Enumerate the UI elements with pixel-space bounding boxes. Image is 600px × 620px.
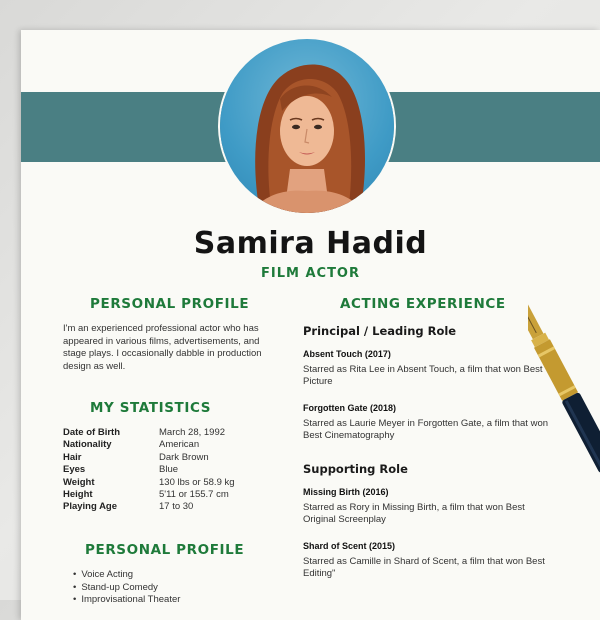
profile-photo [220,39,394,213]
stat-label: Nationality [63,439,112,451]
film-title: Shard of Scent (2015) [303,541,396,551]
film-title: Absent Touch (2017) [303,349,391,359]
stat-label: Eyes [63,464,86,476]
film-entry [303,486,548,527]
stat-value: 5'11 or 155.7 cm [159,488,229,500]
film-title: Forgotten Gate (2018) [303,403,397,413]
stat-row [63,489,273,501]
personal-profile-text: I'm an experienced professional actor who has appeared in various films, advertisements, and stage plays. I occasionally dabble in production design as well. [63,323,262,372]
leading-role-heading: Principal / Leading Role [303,324,457,338]
film-entry [303,348,548,389]
stat-row [63,501,273,513]
stat-row [63,477,273,489]
supporting-role-heading: Supporting Role [303,462,408,476]
film-description: Starred as Camille in Shard of Scent, a film that won Best Editing" [303,555,545,579]
film-title: Missing Birth (2016) [303,487,389,497]
stat-label: Height [63,488,93,500]
film-entry [303,540,548,581]
stat-value: March 28, 1992 [159,427,226,438]
skills-list [63,569,180,607]
stat-value: 17 to 30 [159,501,194,513]
film-description: Starred as Rory in Missing Birth, a film that won Best Original Screenplay [303,501,525,525]
stat-label: Hair [63,451,82,463]
stat-label: Date of Birth [63,427,120,438]
stat-value: Dark Brown [159,451,209,463]
list-item: • Voice Acting [63,569,180,582]
statistics-heading: MY STATISTICS [90,400,212,416]
stat-row [63,427,273,439]
person-name: Samira Hadid [193,226,428,261]
stat-row [63,452,273,464]
personal-profile-heading: PERSONAL PROFILE [90,296,250,312]
statistics-table [63,427,273,514]
stat-value: American [159,439,200,451]
film-description: Starred as Rita Lee in Absent Touch, a film that won Best Picture [303,363,543,387]
stat-row [63,464,273,476]
film-entry [303,402,548,443]
fountain-pen-icon [528,290,600,480]
resume-page [21,30,600,620]
skills-heading: PERSONAL PROFILE [85,542,245,558]
stat-value: 130 lbs or 58.9 kg [159,476,235,488]
stat-value: Blue [159,464,179,476]
experience-heading: ACTING EXPERIENCE [340,296,506,312]
film-description: Starred as Laurie Meyer in Forgotten Gate, a film that won Best Cinematography [303,417,549,441]
stat-label: Weight [63,476,95,488]
stat-label: Playing Age [63,501,118,513]
stat-row [63,439,273,451]
list-item: • Improvisational Theater [63,594,180,607]
list-item: • Stand-up Comedy [63,582,180,595]
person-role: FILM ACTOR [261,266,360,281]
